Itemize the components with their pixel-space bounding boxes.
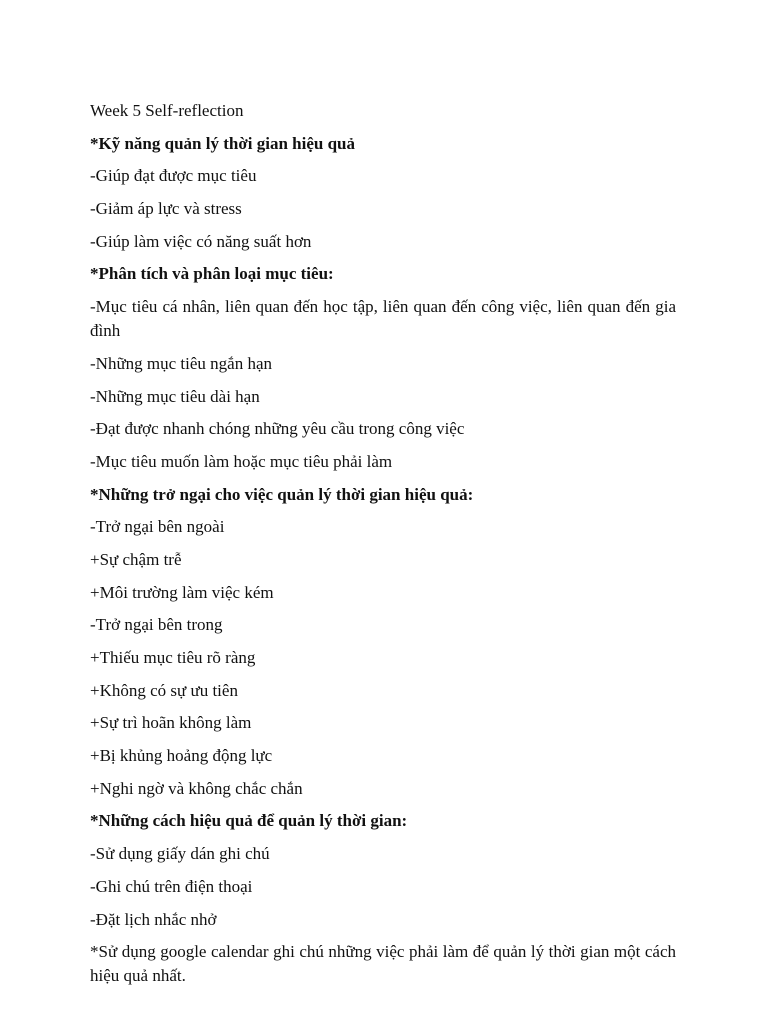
list-item: -Sử dụng giấy dán ghi chú	[90, 844, 270, 864]
section-heading: *Những trở ngại cho việc quản lý thời gian hiệu quả:	[90, 484, 474, 504]
section-heading: *Những cách hiệu quả để quản lý thời gian:	[90, 811, 408, 831]
list-item: -Mục tiêu cá nhân, liên quan đến học tập, liên quan đến công việc, liên quan đến gia đình	[90, 297, 676, 341]
list-item: -Đặt lịch nhắc nhở	[90, 909, 217, 929]
list-item: -Giảm áp lực và stress	[90, 199, 242, 219]
list-item: +Nghi ngờ và không chắc chắn	[90, 778, 303, 798]
list-item: -Trở ngại bên trong	[90, 615, 223, 635]
list-item: -Những mục tiêu ngắn hạn	[90, 353, 273, 373]
list-item: *Sử dụng google calendar ghi chú những việc phải làm để quản lý thời gian một cách hiệu quả nhất.	[90, 942, 676, 986]
list-item: +Sự trì hoãn không làm	[90, 713, 252, 733]
document-title: Week 5 Self-reflection	[90, 101, 244, 120]
section-heading: *Kỹ năng quản lý thời gian hiệu quả	[90, 133, 355, 153]
list-item: -Mục tiêu muốn làm hoặc mục tiêu phải làm	[90, 451, 393, 471]
section-heading: *Phân tích và phân loại mục tiêu:	[90, 264, 334, 284]
list-item: -Giúp làm việc có năng suất hơn	[90, 231, 312, 251]
list-item: +Sự chậm trễ	[90, 549, 182, 569]
list-item: -Ghi chú trên điện thoại	[90, 876, 253, 896]
list-item: -Giúp đạt được mục tiêu	[90, 166, 257, 186]
list-item: -Đạt được nhanh chóng những yêu cầu trong công việc	[90, 419, 465, 439]
list-item: +Không có sự ưu tiên	[90, 680, 238, 700]
list-item: -Trở ngại bên ngoài	[90, 517, 225, 537]
list-item: +Môi trường làm việc kém	[90, 582, 274, 602]
list-item: -Những mục tiêu dài hạn	[90, 386, 260, 406]
list-item: +Bị khủng hoảng động lực	[90, 746, 273, 766]
document-page	[90, 99, 676, 997]
list-item: +Thiếu mục tiêu rõ ràng	[90, 648, 256, 667]
